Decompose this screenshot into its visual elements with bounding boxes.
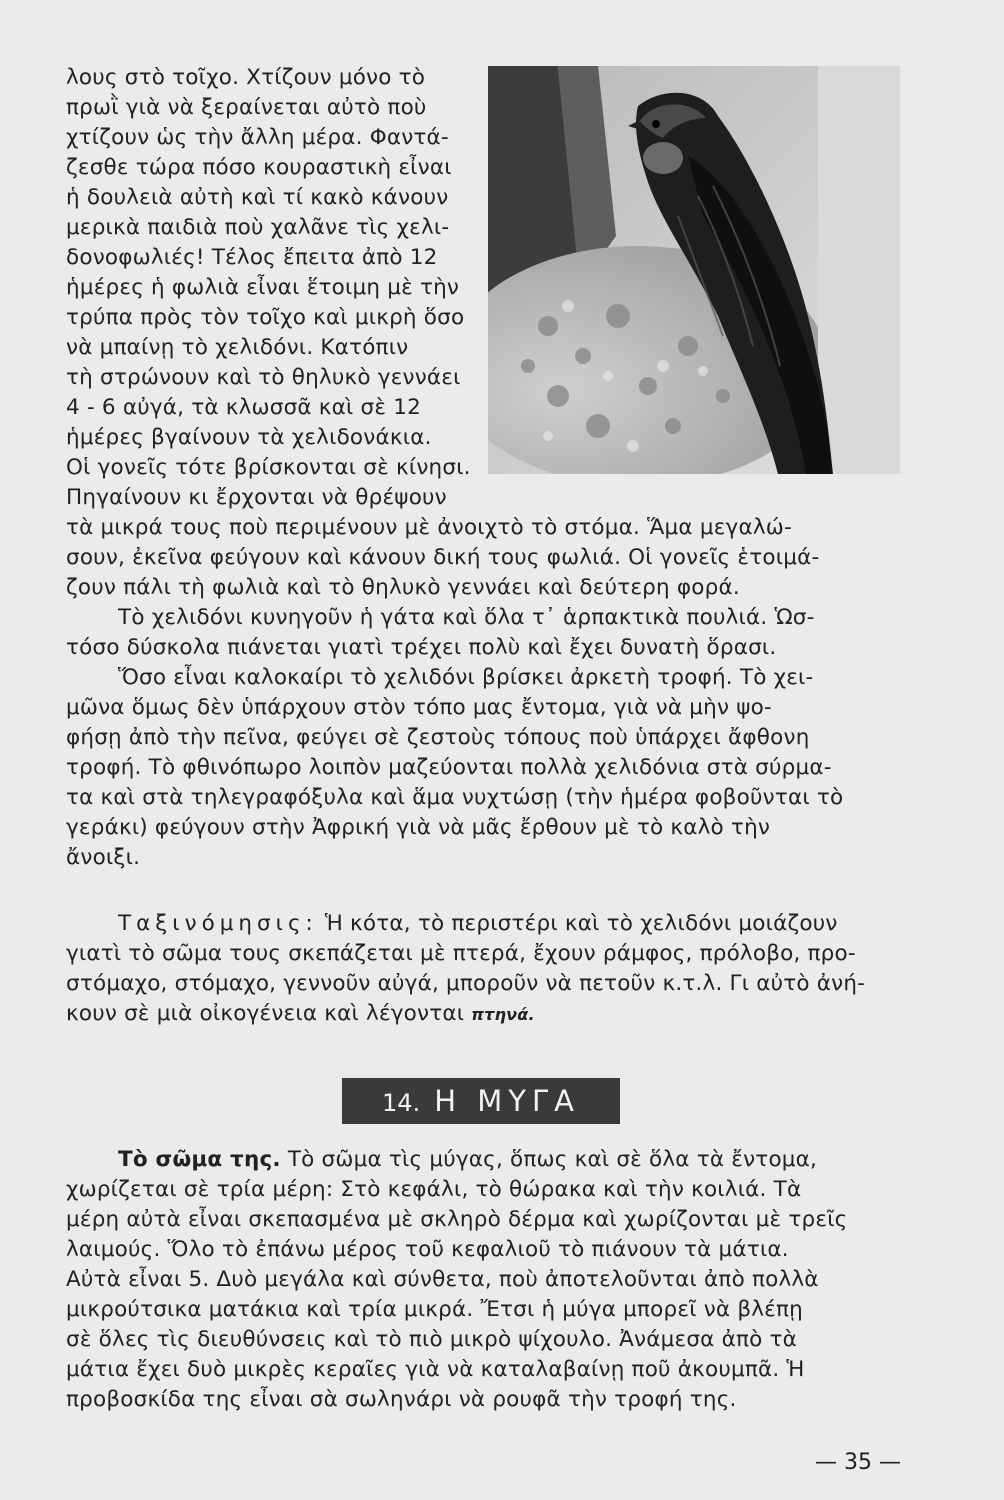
classification-text: Ἡ κότα, τὸ περιστέρι καὶ τὸ χελιδόνι μοιάζουν: [324, 911, 838, 936]
section-title: Η ΜΥΓΑ: [434, 1084, 580, 1118]
text-line: γεράκι) φεύγουν στὴν Ἀφρική γιὰ νὰ μᾶς ἔρθουν μὲ τὸ καλὸ τὴν: [66, 815, 771, 840]
text-line: σουν, ἐκεῖνα φεύγουν καὶ κάνουν δική τους φωλιά. Οἱ γονεῖς ἑτοιμά-: [66, 545, 820, 570]
text-line: Ὅσο εἶναι καλοκαίρι τὸ χελιδόνι βρίσκει ἀρκετὴ τροφή. Τὸ χει-: [118, 665, 814, 690]
text-line: Τὸ χελιδόνι κυνηγοῦν ἡ γάτα καὶ ὅλα τ᾿ ἁρπακτικὰ πουλιά. Ὡσ-: [118, 605, 815, 630]
text-line: τροφή. Τὸ φθινόπωρο λοιπὸν μαζεύονται πολλὰ χελιδόνια στὰ σύρμα-: [66, 755, 832, 780]
text-line: τόσο δύσκολα πιάνεται γιατὶ τρέχει πολὺ καὶ ἔχει δυνατὴ ὅρασι.: [66, 635, 777, 660]
text-line: γιατὶ τὸ σῶμα τους σκεπάζεται μὲ πτερά, ἔχουν ράμφος, πρόλοβο, προ-: [66, 941, 856, 966]
classification-text: κουν σὲ μιὰ οἰκογένεια καὶ λέγονται: [66, 1001, 465, 1026]
text-line: Αὐτὰ εἶναι 5. Δυὸ μεγάλα καὶ σύνθετα, ποὺ ἀποτελοῦνται ἀπὸ πολλὰ: [66, 1267, 819, 1292]
text-line: ζουν πάλι τὴ φωλιὰ καὶ τὸ θηλυκὸ γεννάει καὶ δεύτερη φορά.: [66, 575, 740, 600]
text-line: προβοσκίδα της εἶναι σὰ σωληνάρι νὰ ρουφᾶ τὴν τροφή της.: [66, 1387, 737, 1412]
body-text: Τὸ σῶμα τὶς μύγας, ὅπως καὶ σὲ ὅλα τὰ ἔντομα,: [287, 1147, 818, 1172]
text-line: λους στὸ τοῖχο. Χτίζουν μόνο τὸ: [66, 65, 426, 90]
text-line: στόμαχο, στόμαχο, γεννοῦν αὐγά, μποροῦν νὰ πετοῦν κ.τ.λ. Γι αὐτὸ ἀνή-: [66, 971, 866, 996]
page-number: — 35 —: [815, 1450, 901, 1475]
text-line: ἡμέρες ἡ φωλιὰ εἶναι ἕτοιμη μὲ τὴν: [66, 275, 460, 300]
text-line: [118, 1146, 817, 1174]
text-line: 4 - 6 αὐγά, τὰ κλωσσᾶ καὶ σὲ 12: [66, 395, 421, 420]
text-line: χωρίζεται σὲ τρία μέρη: Στὸ κεφάλι, τὸ θώρακα καὶ τὴν κοιλιά. Τὰ: [66, 1177, 802, 1202]
text-line: ἡ δουλειὰ αὐτὴ καὶ τί κακὸ κάνουν: [66, 185, 449, 210]
text-line: τα καὶ στὰ τηλεγραφόξυλα καὶ ἅμα νυχτώσῃ (τὴν ἡμέρα φοβοῦνται τὸ: [66, 785, 844, 810]
text-line: Πηγαίνουν κι ἔρχονται νὰ θρέψουν: [66, 485, 447, 510]
text-line: ἡμέρες βγαίνουν τὰ χελιδονάκια.: [66, 425, 432, 450]
text-line: μάτια ἔχει δυὸ μικρὲς κεραῖες γιὰ νὰ καταλαβαίνῃ ποῦ ἀκουμπᾶ. Ἡ: [66, 1357, 805, 1382]
text-line: ζεσθε τώρα πόσο κουραστικὴ εἶναι: [66, 155, 452, 180]
classification-term: πτηνά.: [471, 1005, 535, 1024]
text-line: [118, 910, 838, 938]
text-line: φήσῃ ἀπὸ τὴν πεῖνα, φεύγει σὲ ζεστοὺς τόπους ποὺ ὑπάρχει ἄφθονη: [66, 725, 810, 750]
text-line: μῶνα ὅμως δὲν ὑπάρχουν στὸν τόπο μας ἔντομα, γιὰ νὰ μὴν ψο-: [66, 695, 772, 720]
text-line: δονοφωλιές! Τέλος ἔπειτα ἀπὸ 12: [66, 245, 438, 270]
text-line: τὴ στρώνουν καὶ τὸ θηλυκὸ γεννάει: [66, 365, 461, 390]
text-line: ἄνοιξι.: [66, 845, 141, 870]
swallow-photo: [488, 66, 900, 474]
text-line: λαιμούς. Ὅλο τὸ ἐπάνω μέρος τοῦ κεφαλιοῦ τὸ πιάνουν τὰ μάτια.: [66, 1237, 789, 1262]
text-line: [66, 1000, 535, 1029]
text-line: μέρη αὐτὰ εἶναι σκεπασμένα μὲ σκληρὸ δέρμα καὶ χωρίζονται μὲ τρεῖς: [66, 1207, 848, 1232]
text-line: χτίζουν ὡς τὴν ἄλλη μέρα. Φαντά-: [66, 125, 449, 150]
text-line: σὲ ὅλες τὶς διευθύνσεις καὶ τὸ πιὸ μικρὸ ψίχουλο. Ἀνάμεσα ἀπὸ τὰ: [66, 1327, 797, 1352]
lead-phrase: Τὸ σῶμα της.: [118, 1147, 281, 1172]
text-line: τρύπα πρὸς τὸν τοῖχο καὶ μικρὴ ὅσο: [66, 305, 465, 330]
text-line: μερικὰ παιδιὰ ποὺ χαλᾶνε τὶς χελι-: [66, 215, 450, 240]
section-number: 14.: [382, 1089, 421, 1117]
text-line: πρωῒ γιὰ νὰ ξεραίνεται αὐτὸ ποὺ: [66, 95, 427, 120]
classification-label: Ταξινόμησις:: [118, 911, 318, 936]
text-line: τὰ μικρά τους ποὺ περιμένουν μὲ ἀνοιχτὸ τὸ στόμα. Ἅμα μεγαλώ-: [66, 515, 792, 540]
section-heading: [342, 1078, 620, 1124]
text-line: νὰ μπαίνῃ τὸ χελιδόνι. Κατόπιν: [66, 335, 409, 360]
text-line: μικρούτσικα ματάκια καὶ τρία μικρά. Ἔτσι ἡ μύγα μπορεῖ νὰ βλέπῃ: [66, 1297, 803, 1322]
text-line: Οἱ γονεῖς τότε βρίσκονται σὲ κίνησι.: [66, 455, 471, 480]
